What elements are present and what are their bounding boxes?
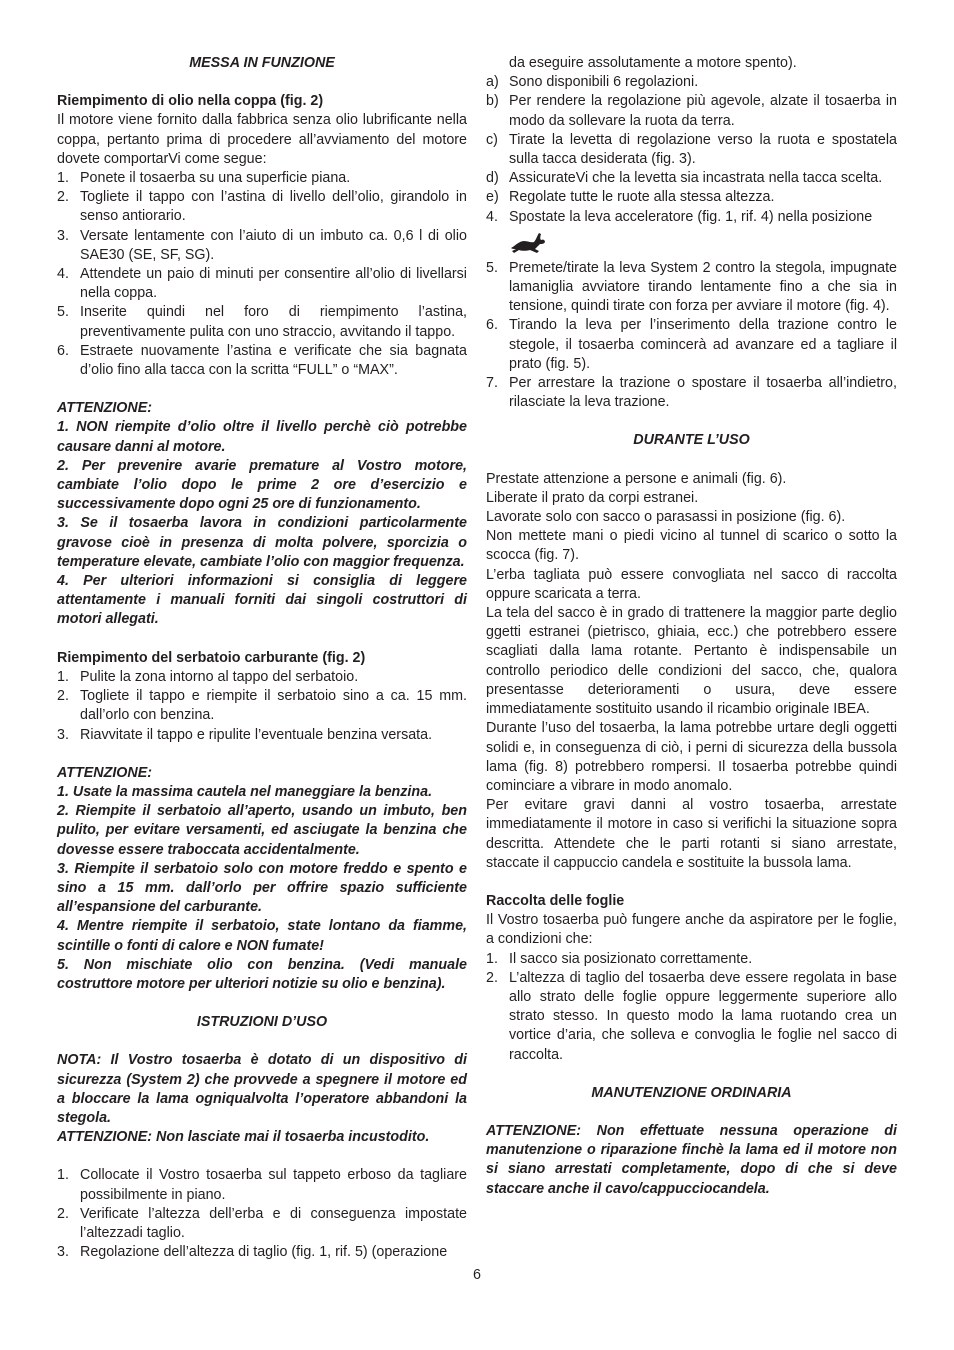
warning-block-fuel: [57, 764, 467, 994]
list-text: Per rendere la regolazione più agevole, alzate il tosaerba in modo da sollevare la ruota da terra.: [509, 93, 897, 129]
list-marker: 6.: [486, 317, 498, 334]
warning-line: 1. Usate la massima cautela nel maneggiare la benzina.: [57, 783, 433, 800]
list-text: Pulite la zona intorno al tappo del serbatoio.: [80, 668, 359, 685]
list-marker: c): [486, 131, 498, 148]
list-text: Il sacco sia posizionato correttamente.: [509, 950, 753, 967]
list-marker: 1.: [57, 668, 69, 685]
rabbit-icon: [509, 229, 547, 255]
warning-line: 3. Se il tosaerba lavora in condizioni particolarmente gravose cioè in presenza di molta polvere, sporcizia o temperature elevate, cambiate l’olio con maggior frequenza.: [57, 515, 467, 570]
list-item: [486, 259, 897, 317]
list-item: [57, 668, 467, 687]
list-item: [57, 342, 467, 380]
list-item: [57, 1243, 467, 1262]
list-item: [57, 1205, 467, 1243]
list-marker: 1.: [57, 170, 69, 187]
list-marker: 1.: [486, 950, 498, 967]
list-item: [57, 303, 467, 341]
list-item: [57, 169, 467, 188]
paragraph: La tela del sacco è in grado di trattenere la maggior parte deglio ggetti estranei (pietrisco, ghiaia, ecc.) che potrebbero essere scagliati dalla lama rotante. Pertanto è indispensabile un controllo periodico delle condizioni del sacco, che, qualora presentasse deterioramenti o usura, deve essere immediatamente sostituito usando il ricambio originale IBEA.: [486, 605, 897, 718]
subheading-oil: Riempimento di olio nella coppa (fig. 2): [57, 93, 324, 110]
warning-line: ATTENZIONE:: [57, 400, 153, 417]
list-marker: 2.: [57, 1205, 69, 1222]
list-text: L’altezza di taglio del tosaerba deve essere regolata in base allo strato delle foglie oppure leggermente superiore allo strato stesso. In questo modo la lama ruotando crea un vortice d’aria, che solleva e convoglia le foglie nel sacco di raccolta.: [509, 969, 897, 1063]
list-text: Tirando la leva per l’inserimento della trazione contro le stegole, il tosaerba comincerà ad avanzare ed a tagliare il prato (fig. 5).: [509, 317, 897, 372]
paragraph: Per evitare gravi danni al vostro tosaerba, arrestate immediatamente il motore in caso si verifichi la situazione sopra descritta. Attendete che le parti rotanti si siano arrestate, staccate il cappuccio candela e sostituite la bussola lama.: [486, 797, 897, 871]
list-text: Attendete un paio di minuti per consentire all’olio di livellarsi nella coppa.: [80, 266, 467, 302]
list-text: AssicurateVi che la levetta sia incastrata nella tacca scelta.: [509, 170, 883, 187]
list-marker: 7.: [486, 375, 498, 392]
section-title-istruzioni: ISTRUZIONI D’USO: [196, 1014, 328, 1031]
list-marker: a): [486, 74, 499, 91]
list-item: [486, 169, 897, 188]
oil-intro: Il motore viene fornito dalla fabbrica senza olio lubrificante nella coppa, pertanto prima di procedere all’avviamento del motore dovete comportarVi come segue:: [57, 112, 467, 167]
subheading-fuel: Riempimento del serbatoio carburante (fig. 2): [57, 649, 366, 666]
note-text: NOTA: Il Vostro tosaerba è dotato di un dispositivo di sicurezza (System 2) che provvede a spegnere il motore ed a bloccare la lama ogniqualvolta l’operatore abbandoni la stegola.: [57, 1052, 467, 1126]
warning-line: 3. Riempite il serbatoio solo con motore freddo e spento e sino a 15 mm. dall’orlo per offrire spazio sufficiente all’espansione del carburante.: [57, 860, 467, 916]
list-marker: 4.: [57, 266, 69, 283]
list-text: Inserite quindi nel foro di riempimento l’astina, preventivamente pulita con uno straccio, avvitando il tappo.: [80, 304, 467, 340]
list-marker: 2.: [57, 189, 69, 206]
list-marker: d): [486, 170, 499, 187]
left-column: [57, 54, 467, 1262]
start-steps-list: [486, 259, 897, 413]
list-marker: 2.: [57, 688, 69, 705]
list-text: Verificate l’altezza dell’erba e di conseguenza impostate l’altezzadi taglio.: [80, 1205, 467, 1241]
list-text: Collocate il Vostro tosaerba sul tappeto erboso da tagliare possibilmente in piano.: [80, 1167, 467, 1203]
continuation-line: da eseguire assolutamente a motore spento).: [509, 55, 797, 71]
list-marker: 3.: [57, 1244, 69, 1261]
list-text: Togliete il tappo con l’astina di livello dell’olio, girandolo in senso antiorario.: [80, 189, 467, 225]
list-item: [486, 374, 897, 412]
list-item: [57, 227, 467, 265]
note-block: [57, 1051, 467, 1147]
list-text: Spostate la leva acceleratore (fig. 1, rif. 4) nella posizione: [509, 208, 873, 225]
list-marker: 3.: [57, 227, 69, 244]
list-text: Regolate tutte le ruote alla stessa altezza.: [509, 189, 775, 206]
list-item: [486, 92, 897, 130]
warning-line: ATTENZIONE:: [57, 764, 153, 781]
maintenance-warning: [486, 1122, 897, 1199]
list-item: [57, 726, 467, 745]
maintenance-warning-text: ATTENZIONE: Non effettuate nessuna operazione di manutenzione o riparazione finchè la lama ed il motore non si siano arrestati completamente, dopo di che si deve staccare anche il cavo/cappucciocandela.: [486, 1122, 897, 1197]
list-text: Riavvitate il tappo e ripulite l’eventuale benzina versata.: [80, 726, 433, 743]
list-marker: b): [486, 93, 499, 110]
height-adjust-steps-list: [486, 73, 897, 207]
warning-block-oil: [57, 399, 467, 629]
list-text: Ponete il tosaerba su una superficie piana.: [80, 170, 351, 187]
paragraph: Lavorate solo con sacco o parasassi in posizione (fig. 6).: [486, 509, 846, 526]
paragraph: Prestate attenzione a persone e animali (fig. 6).: [486, 470, 787, 487]
warning-line: 2. Per prevenire avarie premature al Vostro motore, cambiate l’olio dopo le prime 2 ore d’esercizio e successivamente dopo ogni 25 ore di funzionamento.: [57, 457, 467, 513]
throttle-step-list: [486, 208, 897, 255]
warning-line: 5. Non mischiate olio con benzina. (Vedi manuale costruttore motore per ulteriori notizie su olio e benzina).: [57, 956, 467, 992]
list-item: [486, 73, 897, 92]
instruction-steps-list: [57, 1166, 467, 1262]
paragraph: Non mettete mani o piedi vicino al tunnel di scarico o sotto la scocca (fig. 7).: [486, 528, 897, 564]
warning-line: 4. Mentre riempite il serbatoio, state lontano da fiamme, scintille o fonti di calore e NON fumate!: [57, 918, 467, 954]
warning-line: 1. NON riempite d’olio oltre il livello perchè ciò potrebbe causare danni al motore.: [57, 419, 467, 455]
leaves-steps-list: [486, 950, 897, 1065]
list-marker: 1.: [57, 1167, 69, 1184]
list-marker: 4.: [486, 208, 498, 225]
list-item: [57, 687, 467, 725]
paragraph: Durante l’uso del tosaerba, la lama potrebbe urtare degli oggetti solidi e, in conseguenza di ciò, i perni di sicurezza della bussola lama (fig. 8) potrebbero rompersi. Il tosaerba potrebbe quindi cominciare a vibrare in modo anomalo.: [486, 720, 897, 794]
paragraph: Liberate il prato da corpi estranei.: [486, 489, 699, 506]
oil-steps-list: [57, 169, 467, 380]
list-text: Per arrestare la trazione o spostare il tosaerba all’indietro, rilasciate la leva trazione.: [509, 375, 897, 411]
right-column: [486, 54, 897, 1199]
list-item: [57, 265, 467, 303]
list-text: Regolazione dell’altezza di taglio (fig. 1, rif. 5) (operazione: [80, 1244, 448, 1261]
list-text: Tirate la levetta di regolazione verso la ruota e spostatela sulla tacca desiderata (fig. 3).: [509, 131, 897, 168]
list-text: Premete/tirate la leva System 2 contro la stegola, impugnate lamaniglia avviatore tirando lentamente fino a che sia in tensione, quindi tirate con forza per avviare il motore (fig. 4).: [509, 259, 897, 315]
list-item: [486, 131, 897, 169]
list-item: [57, 188, 467, 226]
list-marker: 2.: [486, 969, 498, 986]
list-marker: e): [486, 189, 499, 206]
list-item: [486, 188, 897, 207]
list-item: [486, 316, 897, 374]
list-marker: 5.: [57, 304, 69, 321]
leaves-intro: Il Vostro tosaerba può fungere anche da aspiratore per le foglie, a condizioni che:: [486, 912, 897, 948]
list-item: [486, 950, 897, 969]
subheading-leaves: Raccolta delle foglie: [486, 892, 625, 909]
list-marker: 5.: [486, 259, 498, 276]
paragraph: L’erba tagliata può essere convogliata nel sacco di raccolta oppure scaricata a terra.: [486, 566, 897, 602]
section-title-durante-uso: DURANTE L’USO: [633, 432, 750, 449]
list-marker: 6.: [57, 342, 69, 359]
during-use-text: [486, 470, 897, 873]
list-text: Togliete il tappo e riempite il serbatoio sino a ca. 15 mm. dall’orlo con benzina.: [80, 688, 467, 724]
section-title-manutenzione: MANUTENZIONE ORDINARIA: [591, 1084, 792, 1101]
note-attention: ATTENZIONE: Non lasciate mai il tosaerba incustodito.: [57, 1129, 430, 1146]
list-item: [486, 969, 897, 1065]
warning-line: 4. Per ulteriori informazioni si consiglia di leggere attentamente i manuali forniti dai singoli costruttori di motori allegati.: [57, 573, 467, 628]
section-title-messa-in-funzione: MESSA IN FUNZIONE: [189, 55, 335, 71]
list-marker: 3.: [57, 726, 69, 743]
list-text: Sono disponibili 6 regolazioni.: [509, 74, 699, 91]
fuel-steps-list: [57, 668, 467, 745]
list-item: [57, 1166, 467, 1204]
list-text: Estraete nuovamente l’astina e verificate che sia bagnata d’olio fino alla tacca con la scritta “FULL” o “MAX”.: [80, 342, 467, 379]
list-item: [486, 208, 897, 255]
list-text: Versate lentamente con l’aiuto di un imbuto ca. 0,6 l di olio SAE30 (SE, SF, SG).: [80, 227, 467, 263]
warning-line: 2. Riempite il serbatoio all’aperto, usando un imbuto, ben pulito, per evitare versamenti, ed asciugate la benzina che dovesse essere traboccata accidentalmente.: [57, 803, 467, 858]
page-number: 6: [473, 1267, 481, 1283]
